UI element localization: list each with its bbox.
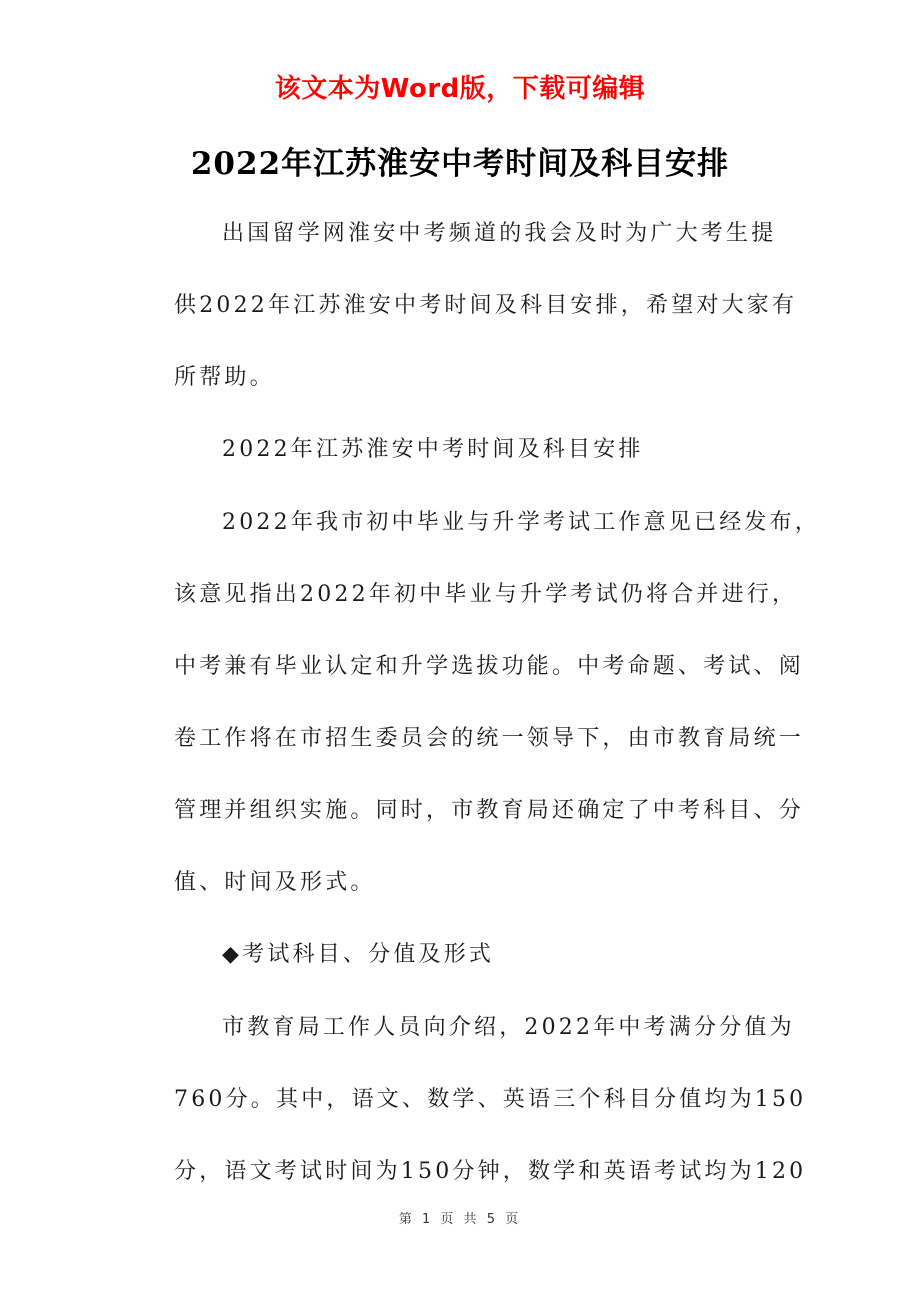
download-banner: 该文本为Word版，下载可编辑 (274, 74, 646, 104)
paragraph-line: 2022年我市初中毕业与升学考试工作意见已经发布， (222, 510, 820, 535)
paragraph-line: 中考兼有毕业认定和升学选拔功能。中考命题、考试、阅 (174, 654, 805, 679)
paragraph-line: 760分。其中，语文、数学、英语三个科目分值均为150 (174, 1087, 807, 1112)
paragraph-line: 市教育局工作人员向介绍，2022年中考满分分值为 (222, 1015, 795, 1040)
paragraph-line: 值、时间及形式。 (174, 870, 376, 895)
paragraph-line: 出国留学网淮安中考频道的我会及时为广大考生提 (222, 221, 777, 246)
paragraph-line: 该意见指出2022年初中毕业与升学考试仍将合并进行， (174, 582, 798, 607)
paragraph-line: 卷工作将在市招生委员会的统一领导下，由市教育局统一 (174, 726, 805, 751)
paragraph-line: 管理并组织实施。同时，市教育局还确定了中考科目、分 (174, 798, 805, 823)
paragraph-line: 分，语文考试时间为150分钟，数学和英语考试均为120 (174, 1159, 807, 1184)
paragraph-line: 所帮助。 (174, 365, 275, 390)
section-heading: ◆考试科目、分值及形式 (222, 942, 495, 967)
document-title: 2022年江苏淮安中考时间及科目安排 (190, 146, 730, 182)
paragraph-line: 供2022年江苏淮安中考时间及科目安排，希望对大家有 (174, 293, 798, 318)
page-indicator: 第 1 页 共 5 页 (398, 1212, 522, 1227)
section-subtitle: 2022年江苏淮安中考时间及科目安排 (222, 437, 644, 462)
